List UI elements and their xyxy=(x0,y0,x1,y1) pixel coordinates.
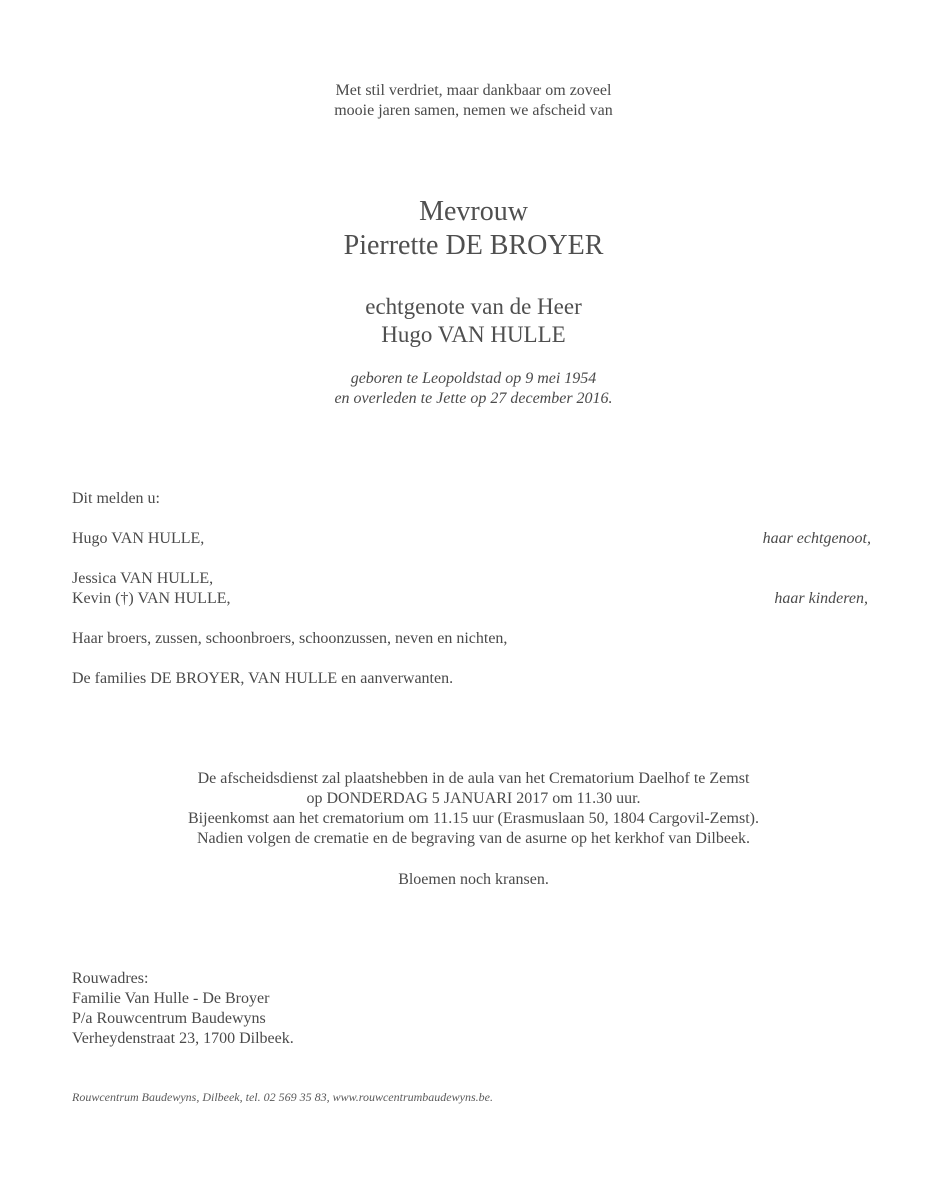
address-line-3: Verheydenstraat 23, 1700 Dilbeek. xyxy=(72,1030,294,1047)
death-line: en overleden te Jette op 27 december 2016. xyxy=(334,390,613,407)
families-line: De families DE BROYER, VAN HULLE en aanverwanten. xyxy=(72,670,454,687)
ceremony-line-3: Bijeenkomst aan het crematorium om 11.15 uur (Erasmuslaan 50, 1804 Cargovil-Zemst). xyxy=(188,810,759,827)
address-line-2: P/a Rouwcentrum Baudewyns xyxy=(72,1010,266,1027)
deceased-title: Mevrouw xyxy=(419,196,528,227)
spouse-line-1: echtgenote van de Heer xyxy=(365,294,582,319)
child-1: Jessica VAN HULLE, xyxy=(72,570,214,587)
intro-line-2: mooie jaren samen, nemen we afscheid van xyxy=(334,102,613,119)
deceased-name: Pierrette DE BROYER xyxy=(343,230,604,261)
relatives-line: Haar broers, zussen, schoonbroers, schoonzussen, neven en nichten, xyxy=(72,630,508,647)
ceremony-line-4: Nadien volgen de crematie en de begraving van de asurne op het kerkhof van Dilbeek. xyxy=(196,830,751,847)
children-role: haar kinderen, xyxy=(774,590,868,607)
husband-name: Hugo VAN HULLE, xyxy=(72,530,205,547)
birth-line: geboren te Leopoldstad op 9 mei 1954 xyxy=(350,370,597,387)
address-line-1: Familie Van Hulle - De Broyer xyxy=(72,990,270,1007)
flowers-note: Bloemen noch kransen. xyxy=(398,871,549,888)
child-2: Kevin (†) VAN HULLE, xyxy=(72,590,231,607)
ceremony-line-2: op DONDERDAG 5 JANUARI 2017 om 11.30 uur. xyxy=(306,790,641,807)
intro-line-1: Met stil verdriet, maar dankbaar om zoveel xyxy=(335,82,612,99)
ceremony-line-1: De afscheidsdienst zal plaatshebben in de aula van het Crematorium Daelhof te Zemst xyxy=(197,770,750,787)
announcement-heading: Dit melden u: xyxy=(72,490,160,507)
husband-role: haar echtgenoot, xyxy=(762,530,871,547)
spouse-line-2: Hugo VAN HULLE xyxy=(381,322,566,347)
address-label: Rouwadres: xyxy=(72,970,149,987)
footer-text: Rouwcentrum Baudewyns, Dilbeek, tel. 02 569 35 83, www.rouwcentrumbaudewyns.be. xyxy=(72,1090,493,1104)
